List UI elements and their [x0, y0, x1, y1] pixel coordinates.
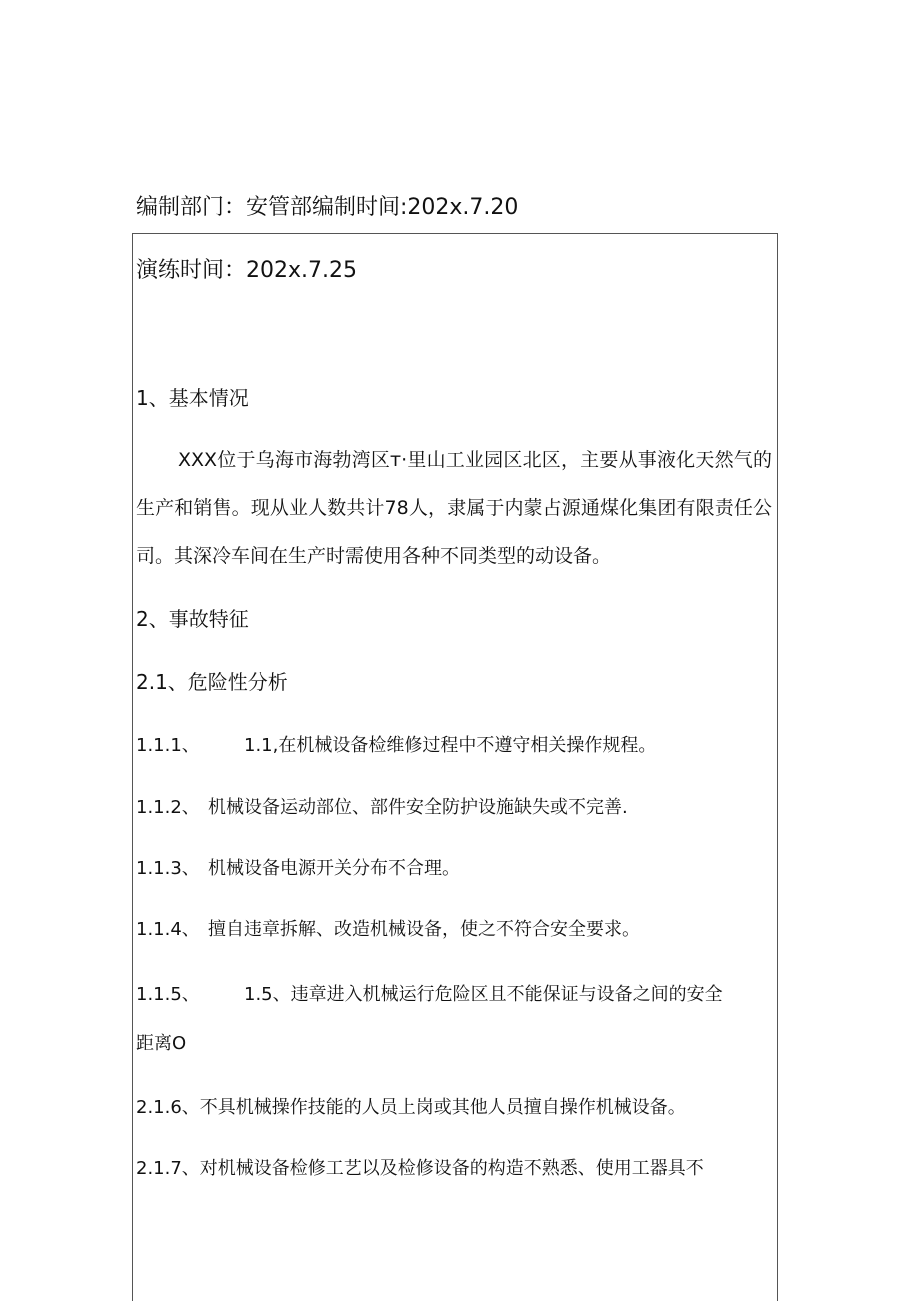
list-item-continuation: 距离O [136, 1033, 187, 1054]
section-1-title: 1、基本情况 [136, 386, 249, 410]
item-text: 擅自违章拆解、改造机械设备，使之不符合安全要求。 [208, 919, 640, 940]
list-item: 2.1.6、不具机械操作技能的人员上岗或其他人员擅自操作机械设备。 [136, 1097, 686, 1118]
list-item: 2.1.7、对机械设备检修工艺以及检修设备的构造不熟悉、使用工器具不 [136, 1158, 704, 1179]
item-number: 1.1.3、 [136, 858, 200, 879]
subsection-2-1-title: 2.1、危险性分析 [136, 670, 288, 694]
section-2-title: 2、事故特征 [136, 607, 249, 631]
item-text: 1.1,在机械设备检维修过程中不遵守相关操作规程。 [244, 735, 657, 756]
section-1-paragraph: XXX位于乌海市海勃湾区т·里山工业园区北区，主要从事液化天然气的生产和销售。现从业人数共计78人，隶属于内蒙占源通煤化集团有限责任公司。其深冷车间在生产时需使用各种不同类型的动设备。 [136, 449, 772, 567]
list-item [136, 731, 656, 757]
prepared-by-line: 编制部门：安管部编制时间:202x.7.20 [136, 195, 519, 220]
item-text: 机械设备电源开关分布不合理。 [208, 858, 460, 879]
list-item [136, 915, 640, 941]
drill-time: 演练时间：202x.7.25 [136, 258, 357, 283]
item-number: 1.1.1、 [136, 735, 200, 756]
item-text: 1.5、违章进入机械运行危险区且不能保证与设备之间的安全 [244, 984, 723, 1005]
list-item [136, 854, 460, 880]
list-item [136, 793, 628, 819]
item-number: 1.1.5、 [136, 984, 200, 1005]
item-number: 1.1.4、 [136, 919, 200, 940]
item-text: 机械设备运动部位、部件安全防护设施缺失或不完善. [208, 797, 628, 818]
item-number: 1.1.2、 [136, 797, 200, 818]
list-item [136, 980, 723, 1006]
